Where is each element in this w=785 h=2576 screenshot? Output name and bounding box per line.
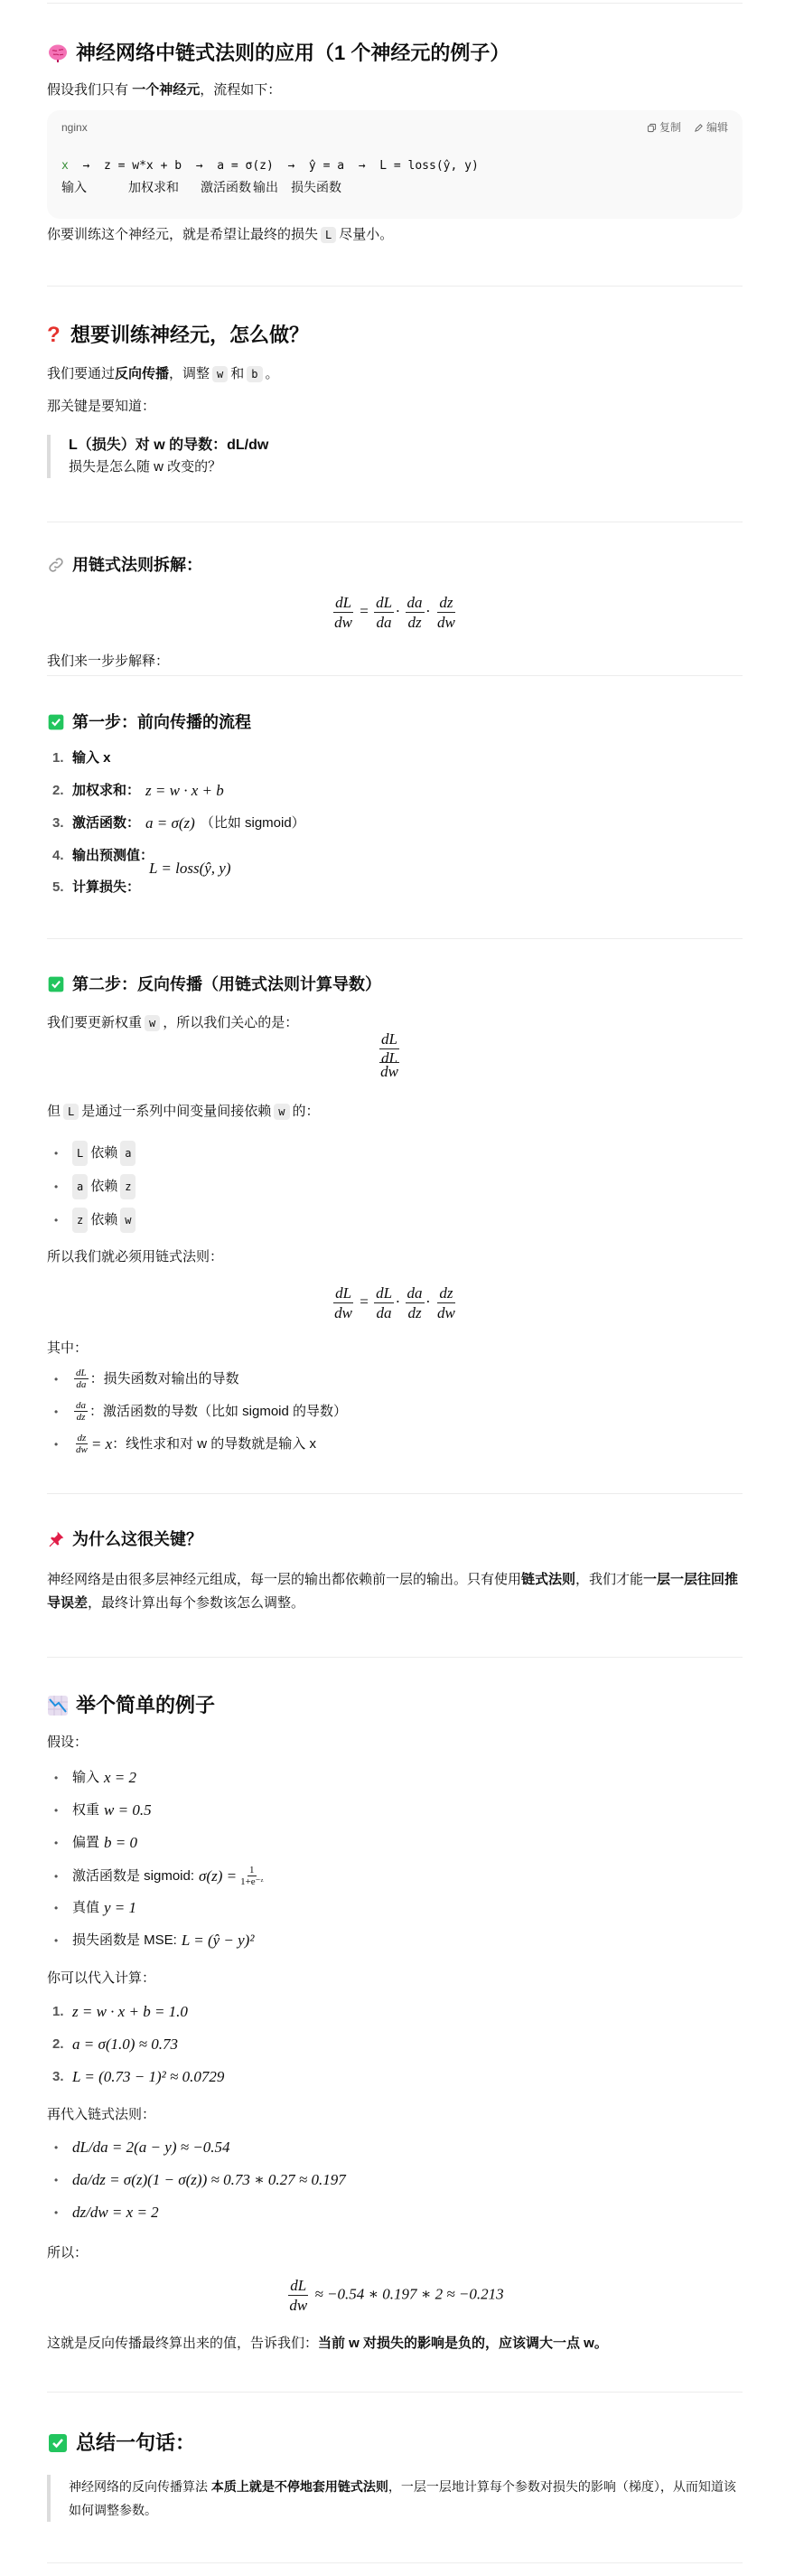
copy-icon — [647, 123, 657, 133]
list-item: 2. a = σ(1.0) ≈ 0.73 — [52, 2035, 179, 2053]
list-item: • 损失函数是 MSE: L = (ŷ − y)² — [47, 1930, 254, 1951]
divider — [47, 2392, 743, 2393]
code-language-label: nginx — [61, 121, 88, 134]
list-item: • dz/dw = x = 2 — [47, 2202, 159, 2223]
dependency-paragraph: 但 L 是通过一系列中间变量间接依赖 w 的： — [47, 1104, 320, 1119]
list-item: • 输入 x = 2 — [47, 1767, 136, 1789]
loss-formula: L = loss(ŷ, y) — [149, 860, 231, 877]
section-heading-why: 为什么这很关键？ — [47, 1528, 202, 1551]
code-line: x → z = w*x + b → a = σ(z) → ŷ = a → L = loss(ŷ, y) — [61, 159, 479, 173]
chain-label: 再代入链式法则： — [47, 2107, 156, 2122]
list-item: • 真值 y = 1 — [47, 1897, 136, 1919]
backprop-paragraph: 我们要通过反向传播，调整 w 和 b 。 — [47, 366, 279, 381]
chain-rule-formula: $\frac{dL}{dw}$ = $\frac{dL}{da}$ · $\frac{da}{dz}$ · $\frac{dz}{dw}$ — [334, 594, 455, 632]
code-actions — [647, 119, 728, 136]
section-heading-chain-rule: 用链式法则拆解： — [47, 553, 202, 577]
update-weight-paragraph: 我们要更新权重 w ，所以我们关心的是： — [47, 1015, 299, 1030]
check-box-icon — [47, 2432, 69, 2454]
list-item: • L 依赖 a — [47, 1141, 138, 1166]
list-item: • z 依赖 w — [47, 1208, 138, 1233]
divider — [47, 1493, 743, 1494]
list-item: • $\frac{dL}{da}$ ：损失函数对输出的导数 — [47, 1368, 239, 1390]
heading-text: 神经网络中链式法则的应用（1 个神经元的例子） — [76, 42, 510, 64]
conclusion-paragraph: 这就是反向传播最终算出来的值，告诉我们：当前 w 对损失的影响是负的，应该调大一点 w。 — [47, 2336, 608, 2351]
list-item: 2. 加权求和： z = w · x + b — [52, 782, 224, 799]
list-item: 3. L = (0.73 − 1)² ≈ 0.0729 — [52, 2068, 225, 2085]
result-formula: $\frac{dL}{dw}$ ≈ −0.54 ∗ 0.197 ∗ 2 ≈ −0.213 — [289, 2277, 504, 2315]
derivative-fraction: dL dL dw — [380, 1030, 398, 1081]
list-item: • $\frac{da}{dz}$ ：激活函数的导数（比如 sigmoid 的导数） — [47, 1400, 347, 1423]
chain-rule-formula: $\frac{dL}{dw}$ = $\frac{dL}{da}$ · $\frac{da}{dz}$ · $\frac{dz}{dw}$ — [334, 1284, 455, 1322]
list-item: 4. 输出预测值： — [52, 848, 154, 863]
pushpin-icon — [47, 1530, 65, 1548]
link-icon — [47, 556, 65, 574]
list-item: • dL/da = 2(a − y) ≈ −0.54 — [47, 2137, 230, 2158]
check-box-icon — [47, 975, 65, 993]
edit-button[interactable]: 编辑 — [694, 119, 728, 136]
divider — [47, 1657, 743, 1658]
section-heading-example: 举个简单的例子 — [47, 1692, 215, 1719]
compute-label: 你可以代入计算： — [47, 1970, 156, 1986]
divider — [47, 675, 743, 676]
list-item: • a 依赖 z — [47, 1174, 138, 1199]
divider — [47, 938, 743, 939]
divider — [47, 2562, 743, 2563]
outro-paragraph: 你要训练这个神经元，就是希望让最终的损失 L 尽量小。 — [47, 227, 394, 242]
list-item: 3. 激活函数： a = σ(z) （比如 sigmoid） — [52, 814, 305, 832]
list-item: 1. z = w · x + b = 1.0 — [52, 2003, 188, 2020]
intro-paragraph: 假设我们只有 一个神经元，流程如下： — [47, 82, 282, 98]
section-heading-step2: 第二步：反向传播（用链式法则计算导数） — [47, 973, 381, 996]
brain-icon — [47, 42, 69, 64]
key-paragraph: 那关键是要知道： — [47, 399, 156, 414]
section-heading-summary: 总结一句话： — [47, 2430, 195, 2457]
chart-decreasing-icon — [47, 1695, 69, 1716]
blockquote: L（损失）对 w 的导数：dL/dw 损失是怎么随 w 改变的？ — [47, 435, 268, 478]
list-item: 5. 计算损失： — [52, 879, 141, 895]
list-item: 1. 输入 x — [52, 750, 111, 766]
list-item: • 激活函数是 sigmoid: σ(z) = $\frac{1}{\text{1+e⁻ᶻ}}$ — [47, 1865, 266, 1887]
where-label: 其中： — [47, 1340, 89, 1356]
step-intro: 我们来一步步解释： — [47, 653, 170, 669]
list-item: • 偏置 b = 0 — [47, 1832, 137, 1854]
list-item: • 权重 w = 0.5 — [47, 1800, 152, 1821]
assume-label: 假设： — [47, 1735, 89, 1750]
question-mark-icon: ? — [47, 323, 61, 347]
so-label: 所以： — [47, 2245, 89, 2261]
divider — [47, 3, 743, 4]
copy-button[interactable]: 复制 — [647, 119, 681, 136]
list-item: • da/dz = σ(z)(1 − σ(z)) ≈ 0.73 ∗ 0.27 ≈ 0.197 — [47, 2169, 346, 2191]
check-box-icon — [47, 713, 65, 731]
divider — [47, 286, 743, 287]
list-item: • $\frac{dz}{dw}$ = x ：线性求和对 w 的导数就是输入 x — [47, 1433, 316, 1455]
pencil-icon — [694, 123, 704, 133]
section-heading-how: ? 想要训练神经元，怎么做？ — [47, 323, 310, 347]
chain-rule-paragraph: 所以我们就必须用链式法则： — [47, 1249, 224, 1264]
section-heading-step1: 第一步：前向传播的流程 — [47, 710, 251, 734]
code-block: nginx 复制 编辑 x → z = w*x + b → a = σ(z) → ŷ = a → L = loss(ŷ, y) 输入 加权求和 激活函数 输出 损失函数 — [47, 110, 743, 219]
why-paragraph: 神经网络是由很多层神经元组成，每一层的输出都依赖前一层的输出。只有使用链式法则，我们才能一层一层往回推导误差，最终计算出每个参数该怎么调整。 — [47, 1572, 739, 1611]
summary-quote: 神经网络的反向传播算法 本质上就是不停地套用链式法则，一层一层地计算每个参数对损失的影响（梯度），从而知道该如何调整参数。 — [47, 2475, 743, 2522]
section-heading-neuron — [47, 40, 509, 67]
